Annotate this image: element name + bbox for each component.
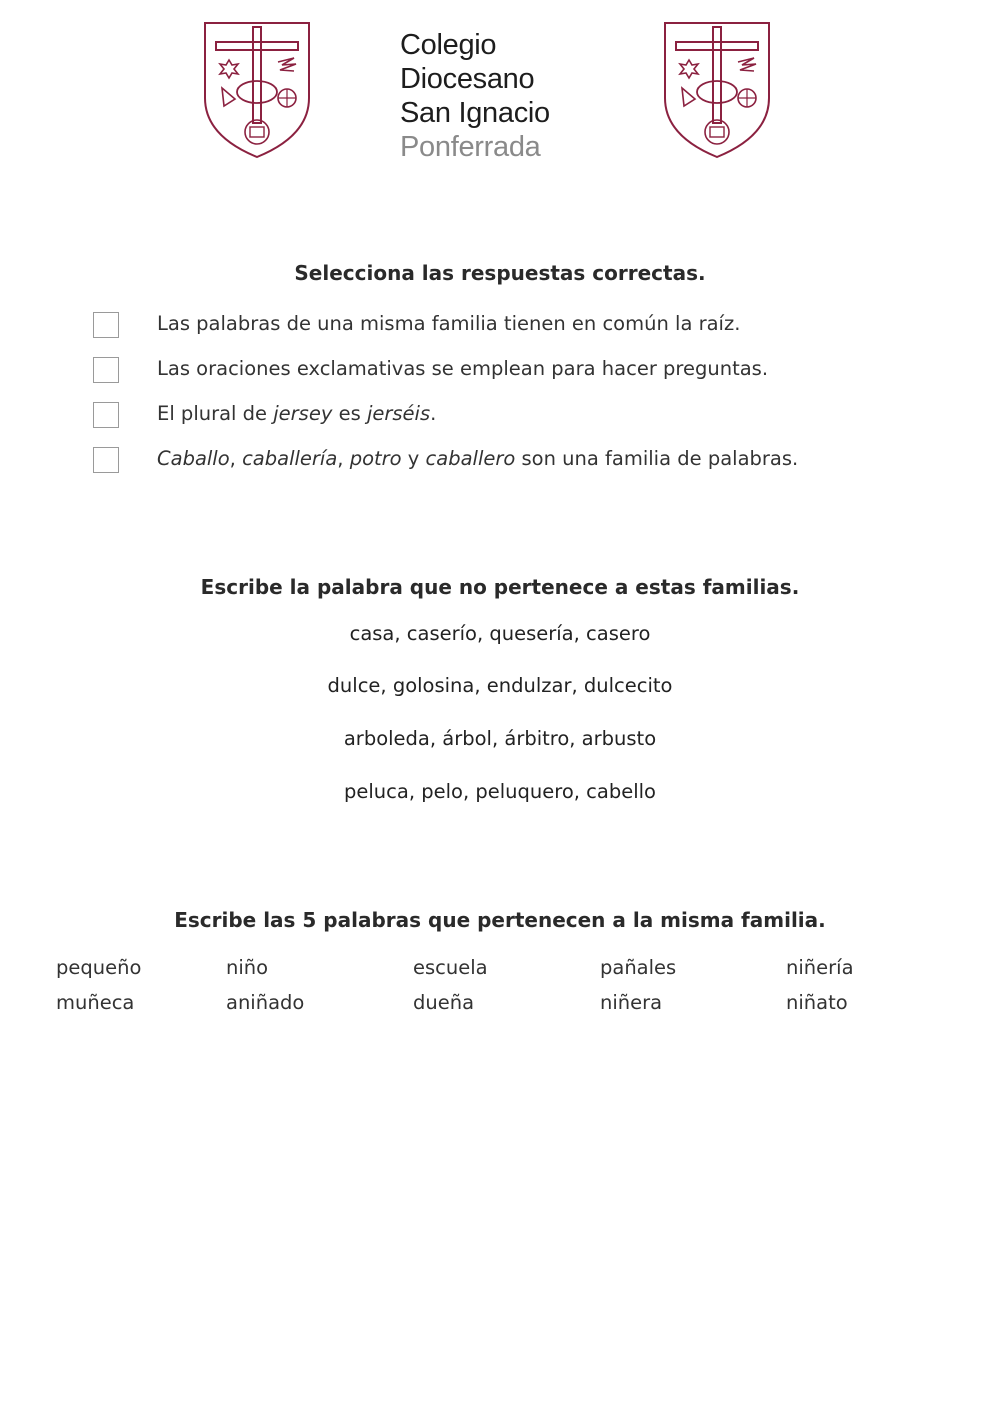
italic-word: caballería bbox=[242, 447, 338, 470]
word-option: dueña bbox=[413, 991, 475, 1014]
school-name-line2: Diocesano bbox=[400, 63, 535, 95]
text-part: El plural de bbox=[157, 402, 274, 425]
text-part: . bbox=[430, 402, 437, 425]
answer-text bbox=[157, 402, 436, 425]
word-family-line: peluca, pelo, peluquero, cabello bbox=[344, 780, 656, 803]
section-title-same-family: Escribe las 5 palabras que pertenecen a la misma familia. bbox=[174, 908, 826, 932]
text-part: y bbox=[401, 447, 426, 470]
text-part: son una familia de palabras. bbox=[515, 447, 799, 470]
italic-word: Caballo bbox=[157, 447, 230, 470]
school-name bbox=[400, 28, 550, 164]
answer-checkbox[interactable] bbox=[93, 447, 119, 473]
text-part: es bbox=[332, 402, 367, 425]
answer-checkbox[interactable] bbox=[93, 357, 119, 383]
text-part: , bbox=[337, 447, 350, 470]
word-option: pequeño bbox=[56, 956, 142, 979]
word-option: muñeca bbox=[56, 991, 135, 1014]
word-family-line: casa, caserío, quesería, casero bbox=[349, 622, 651, 645]
word-option: niño bbox=[226, 956, 269, 979]
italic-word: caballero bbox=[425, 447, 516, 470]
word-option: niñera bbox=[600, 991, 663, 1014]
section-title-select-correct: Selecciona las respuestas correctas. bbox=[294, 261, 706, 285]
word-family-line: dulce, golosina, endulzar, dulcecito bbox=[327, 674, 673, 697]
word-option: aniñado bbox=[226, 991, 305, 1014]
word-option: escuela bbox=[413, 956, 488, 979]
word-option: pañales bbox=[600, 956, 677, 979]
section-title-odd-word: Escribe la palabra que no pertenece a estas familias. bbox=[200, 575, 800, 599]
italic-word: potro bbox=[349, 447, 402, 470]
school-name-line1: Colegio bbox=[400, 29, 497, 61]
school-city: Ponferrada bbox=[400, 131, 541, 163]
answer-text: Las oraciones exclamativas se emplean para hacer preguntas. bbox=[157, 357, 769, 380]
italic-word: jersey bbox=[273, 402, 333, 425]
italic-word: jerséis bbox=[366, 402, 431, 425]
text-part: , bbox=[229, 447, 243, 470]
answer-checkbox[interactable] bbox=[93, 312, 119, 338]
school-crest-icon bbox=[202, 20, 312, 160]
word-option: niñato bbox=[786, 991, 848, 1014]
answer-checkbox[interactable] bbox=[93, 402, 119, 428]
word-option: niñería bbox=[786, 956, 854, 979]
word-family-line: arboleda, árbol, árbitro, arbusto bbox=[343, 727, 657, 750]
answer-text bbox=[157, 447, 798, 470]
answer-text: Las palabras de una misma familia tienen en común la raíz. bbox=[157, 312, 741, 335]
school-crest-icon bbox=[662, 20, 772, 160]
school-name-line3: San Ignacio bbox=[400, 97, 550, 129]
